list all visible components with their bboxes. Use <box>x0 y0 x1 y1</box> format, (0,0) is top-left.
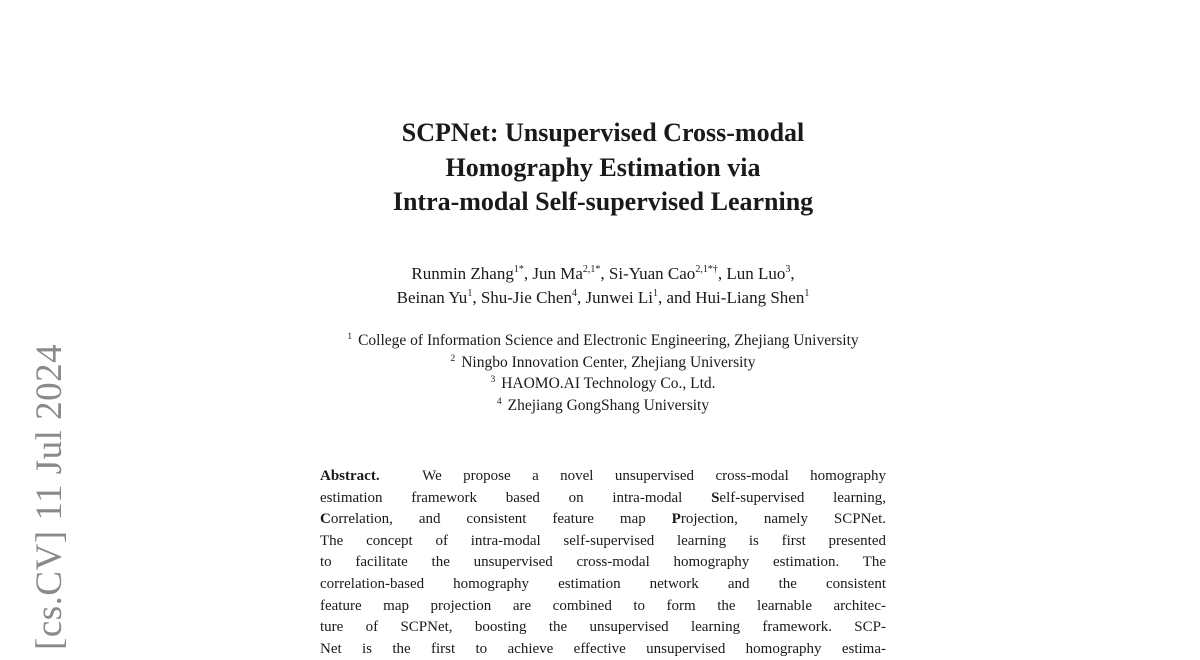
affiliation-text: HAOMO.AI Technology Co., Ltd. <box>501 375 716 392</box>
title-line: SCPNet: Unsupervised Cross-modal <box>401 118 805 147</box>
author-affil-mark: 2,1*† <box>695 264 718 275</box>
arxiv-stamp-text: [cs.CV] 11 Jul 2024 <box>29 343 70 650</box>
author-name: Si-Yuan Cao <box>608 264 696 283</box>
author-name: Hui-Liang Shen <box>695 288 805 307</box>
affiliation-number: 2 <box>450 353 456 364</box>
affiliation <box>253 352 953 374</box>
author-name: Shu-Jie Chen <box>480 288 572 307</box>
author-separator: , and <box>657 288 696 307</box>
abstract-text: rojection, namely SCPNet. <box>680 511 886 528</box>
title-line: Intra-modal Self-supervised Learning <box>392 187 814 216</box>
affiliation-text: College of Information Science and Electronic Engineering, Zhejiang University <box>358 332 859 349</box>
affiliation-number: 3 <box>490 375 496 385</box>
abstract-line <box>320 509 886 531</box>
author-affil-mark: 1 <box>804 288 810 299</box>
author-name: Jun Ma <box>532 264 583 283</box>
abstract-line <box>320 488 886 510</box>
abstract-text: orrelation, and consistent feature map <box>330 511 672 528</box>
abstract-text: We propose a novel unsupervised cross-modal homography <box>422 468 886 484</box>
author-separator: , <box>576 288 586 307</box>
affiliation-number: 1 <box>347 332 353 342</box>
acronym-letter-c: C <box>320 511 331 528</box>
abstract-line: ture of SCPNet, boosting the unsupervised learning framework. SCP- <box>320 619 886 636</box>
affiliation <box>253 373 953 395</box>
title-line: Homography Estimation via <box>445 152 761 182</box>
abstract-text: estimation framework based on intra-modal <box>320 489 712 506</box>
affiliation <box>253 395 953 417</box>
affiliation-text: Ningbo Innovation Center, Zhejiang University <box>461 353 756 371</box>
abstract <box>320 466 886 660</box>
author-separator: , <box>472 288 481 307</box>
abstract-line: to facilitate the unsupervised cross-modal homography estimation. The <box>320 554 886 571</box>
author-affil-mark: 4 <box>571 288 577 299</box>
author-separator: , <box>523 264 533 283</box>
abstract-text: elf-supervised learning, <box>719 489 886 506</box>
author-affil-mark: 1 <box>467 288 473 299</box>
author-affil-mark: 1* <box>513 264 524 275</box>
abstract-heading: Abstract. <box>320 468 380 484</box>
affiliation-text: Zhejiang GongShang University <box>507 396 710 414</box>
author-affil-mark: 1 <box>652 288 658 299</box>
abstract-line: correlation-based homography estimation network and the consistent <box>320 575 886 592</box>
author-name: Junwei Li <box>585 288 653 307</box>
affiliation-list <box>253 330 953 416</box>
author-separator: , <box>790 264 795 283</box>
abstract-line: The concept of intra-modal self-supervised learning is first presented <box>320 532 886 549</box>
abstract-line <box>320 466 886 488</box>
author-list <box>253 262 953 310</box>
author-line <box>253 286 953 310</box>
arxiv-stamp <box>28 320 72 650</box>
author-name: Beinan Yu <box>396 288 468 307</box>
author-name: Lun Luo <box>726 264 786 283</box>
author-line <box>253 262 953 286</box>
acronym-letter-s: S <box>711 489 720 506</box>
affiliation-number: 4 <box>496 396 502 407</box>
author-separator: , <box>600 264 609 283</box>
author-affil-mark: 3 <box>785 264 791 275</box>
paper-title <box>303 116 903 220</box>
author-affil-mark: 2,1* <box>582 264 601 275</box>
abstract-line: feature map projection are combined to form the learnable architec- <box>320 597 886 614</box>
author-separator: , <box>717 264 727 283</box>
affiliation <box>253 330 953 352</box>
acronym-letter-p: P <box>671 511 681 528</box>
abstract-line: Net is the first to achieve effective unsupervised homography estima- <box>320 640 886 657</box>
author-name: Runmin Zhang <box>411 264 514 283</box>
